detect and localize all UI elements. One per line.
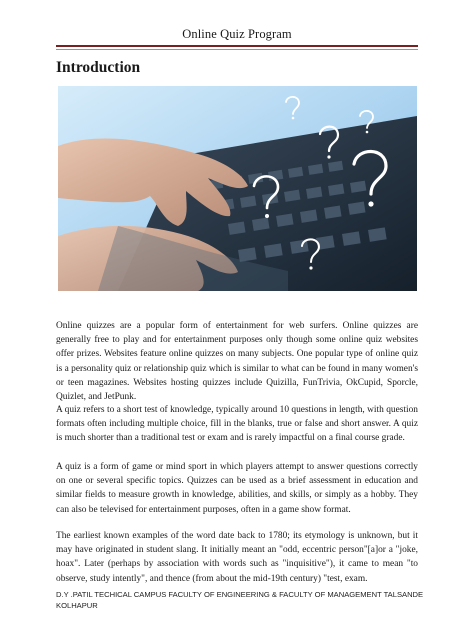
- quiz-game-paragraph: A quiz is a form of game or mind sport in which players attempt to answer questions correctly on one or several specific topics. Quizzes can be used as a brief assessment in education and similar fields to measure growth in knowledge, abilities, and skills, or simply as a hobby. They can also be televised for entertainment purposes, often in a game show format.: [56, 462, 418, 515]
- quiz-definition-paragraph: A quiz refers to a short test of knowledge, typically around 10 questions in length, with question formats often including multiple choice, fill in the blanks, true or false and short answer. A quiz is much shorter than a traditional test or exam and is rarely impactful on a final course grade.: [56, 405, 418, 444]
- hero-image: [58, 86, 417, 291]
- section-heading: Introduction: [56, 59, 141, 76]
- header-rule-secondary: [56, 49, 418, 50]
- page-header-title: Online Quiz Program: [182, 27, 292, 41]
- intro-paragraph: Online quizzes are a popular form of entertainment for web surfers. Online quizzes are generally free to play and for entertainment purposes only though some online quiz websites offer prizes. Websites feature online quizzes on many subjects. One popular type of online quiz is a personality quiz or relationship quiz which is similar to what can be found in many women's or teen magazines. Websites hosting quizzes include Quizilla, FunTrivia, OkCupid, Sporcle, Quizlet, and JetPunk.: [56, 321, 418, 403]
- etymology-paragraph: The earliest known examples of the word date back to 1780; its etymology is unknown, but it may have originated in student slang. It initially meant an "odd, eccentric person"[a]or a "joke, hoax". Later (perhaps by association with words such as "inquisitive"), it came to mean "to observe, study intently", and thence (from about the mid-19th century) "test, exam.: [56, 531, 418, 584]
- page-footer: D.Y .PATIL TECHICAL CAMPUS FACULTY OF ENGINEERING & FACULTY OF MANAGEMENT TALSANDE KOLHAPUR: [56, 590, 424, 610]
- header-rule: [56, 45, 418, 47]
